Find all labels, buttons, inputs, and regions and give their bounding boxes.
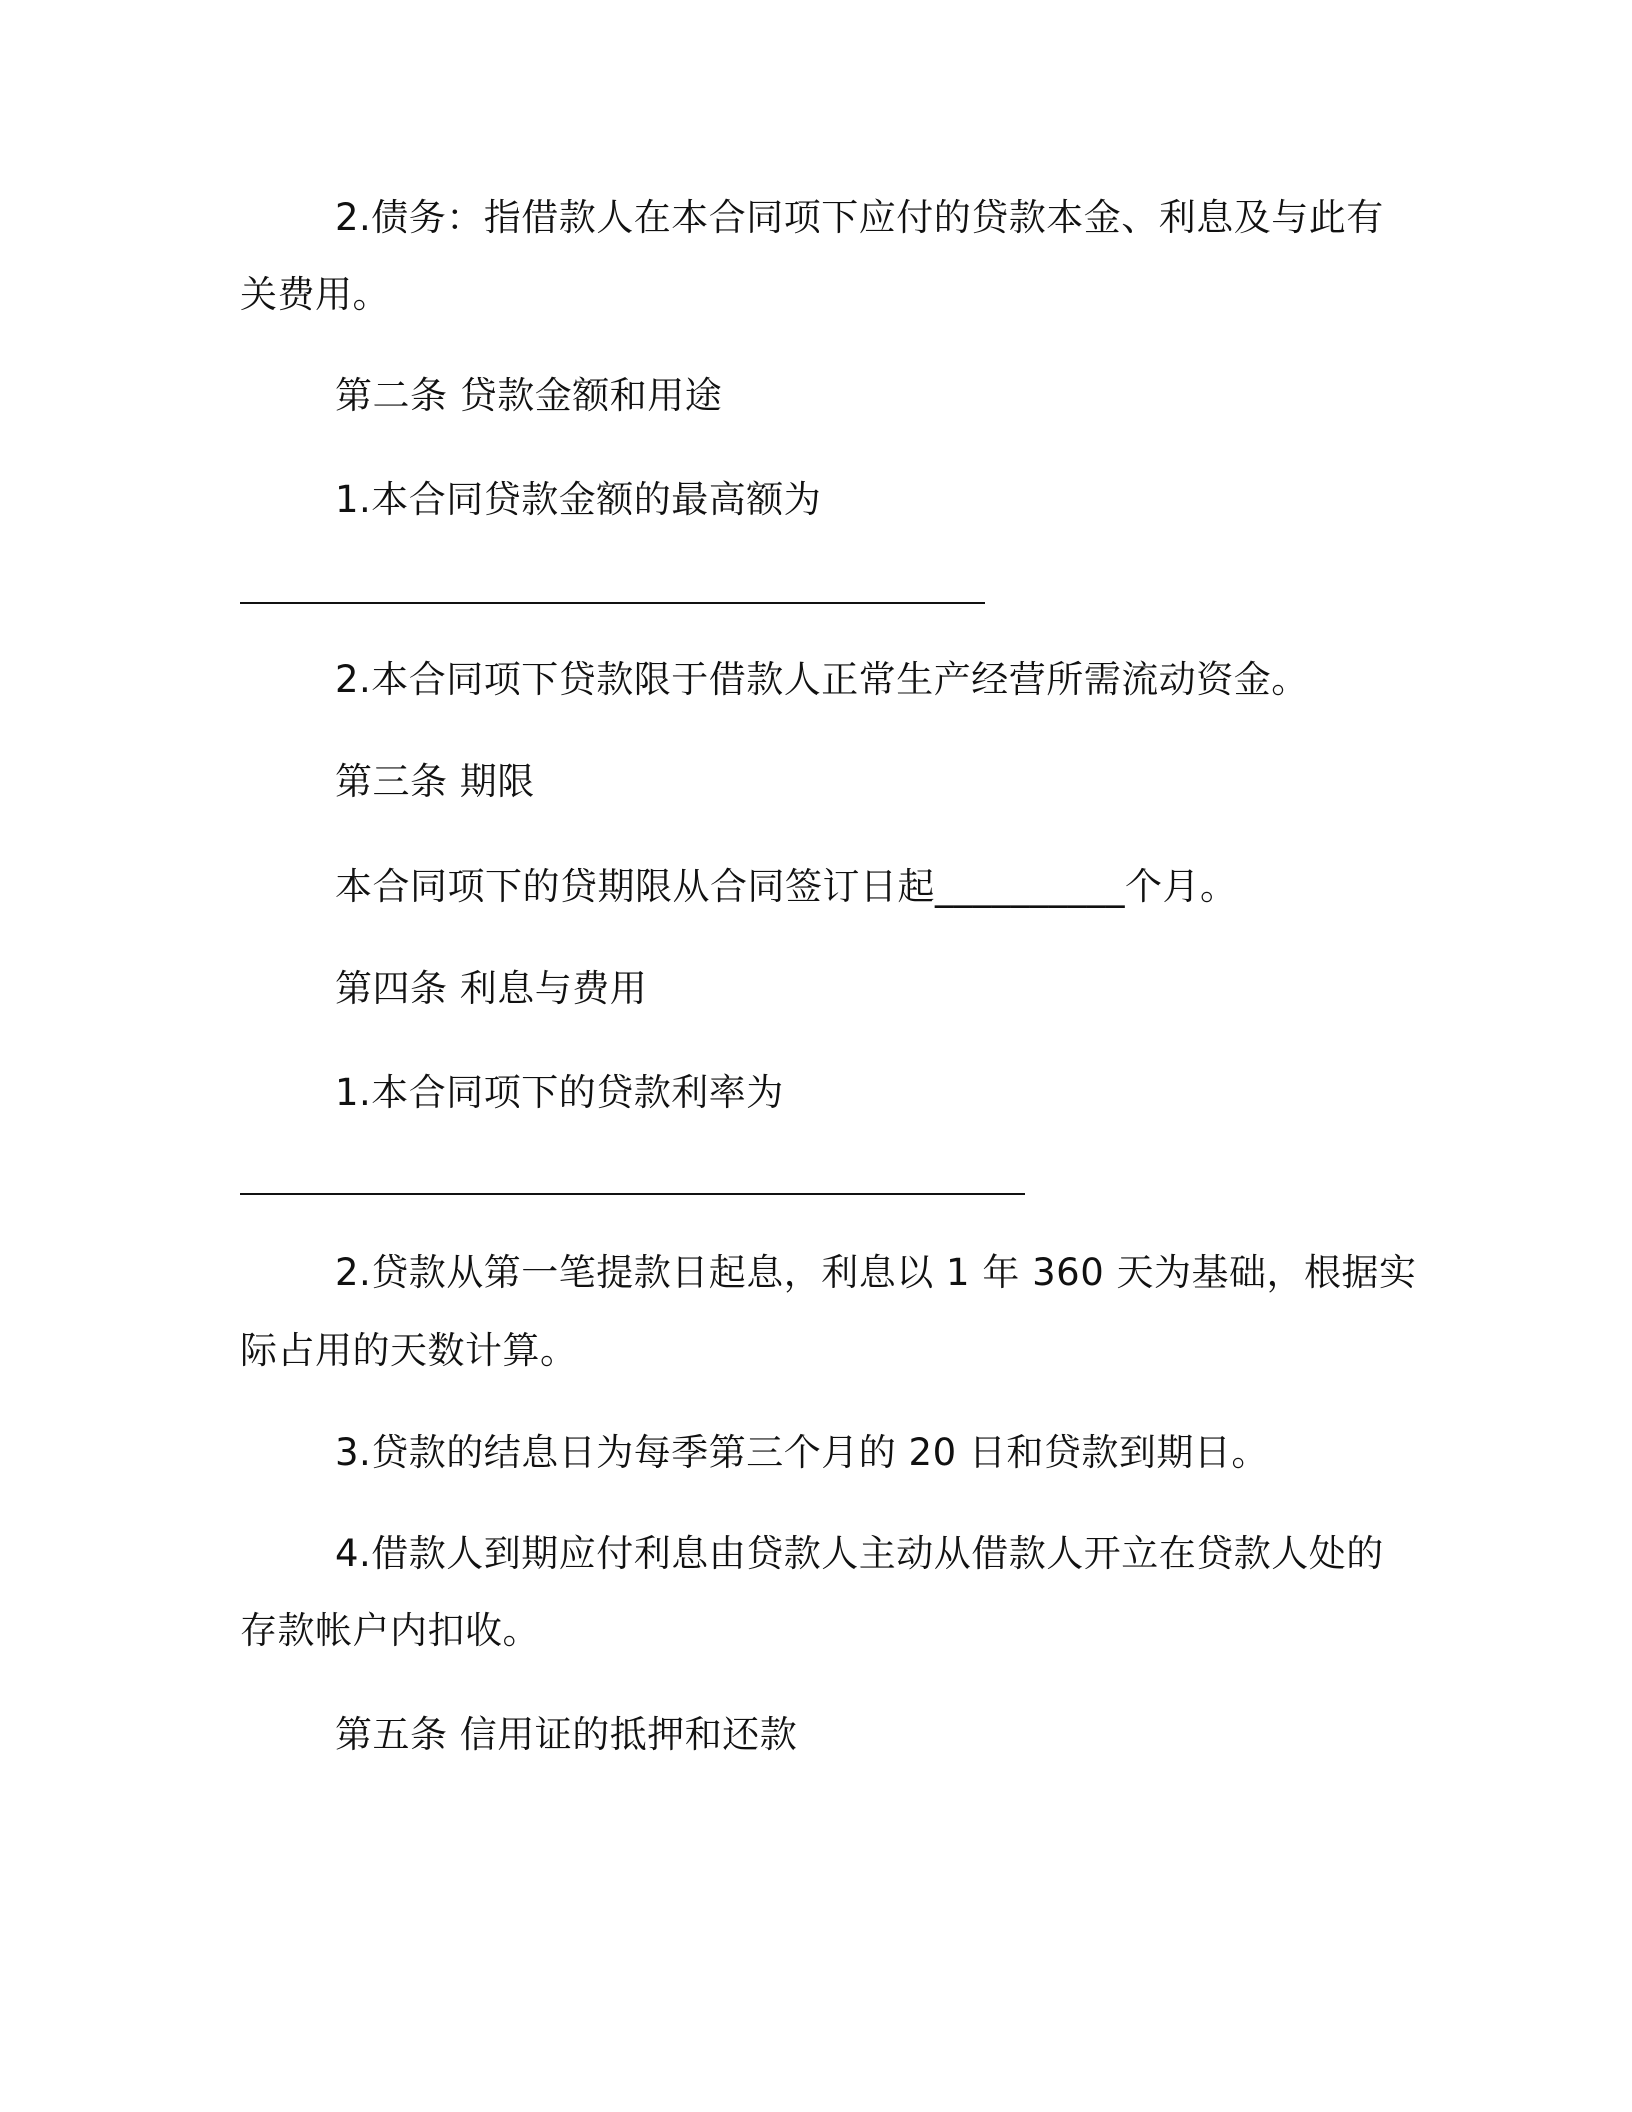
- clause-debt-definition-line-1: 2.债务：指借款人在本合同项下应付的贷款本金、利息及与此有: [335, 196, 1384, 239]
- article-2-item-1: 1.本合同贷款金额的最高额为: [335, 478, 822, 521]
- article-4-item-2-line-1: 2.贷款从第一笔提款日起息，利息以 1 年 360 天为基础，根据实: [335, 1251, 1417, 1294]
- article-4-item-1: 1.本合同项下的贷款利率为: [335, 1071, 784, 1114]
- article-4-heading: 第四条 利息与费用: [335, 967, 648, 1010]
- interest-rate-blank-line: [240, 1193, 1025, 1195]
- amount-blank-line: [240, 602, 985, 604]
- article-2-item-2: 2.本合同项下贷款限于借款人正常生产经营所需流动资金。: [335, 658, 1309, 701]
- article-4-item-4-line-2: 存款帐户内扣收。: [240, 1609, 540, 1652]
- clause-debt-definition-line-2: 关费用。: [240, 273, 390, 316]
- article-2-heading: 第二条 贷款金额和用途: [335, 374, 723, 417]
- article-4-item-3: 3.贷款的结息日为每季第三个月的 20 日和贷款到期日。: [335, 1431, 1269, 1474]
- article-4-item-4-line-1: 4.借款人到期应付利息由贷款人主动从借款人开立在贷款人处的: [335, 1532, 1384, 1575]
- article-4-item-2-line-2: 际占用的天数计算。: [240, 1329, 578, 1372]
- article-3-term-text: 本合同项下的贷期限从合同签订日起__________个月。: [335, 865, 1238, 908]
- article-3-heading: 第三条 期限: [335, 760, 535, 803]
- article-5-heading: 第五条 信用证的抵押和还款: [335, 1713, 798, 1756]
